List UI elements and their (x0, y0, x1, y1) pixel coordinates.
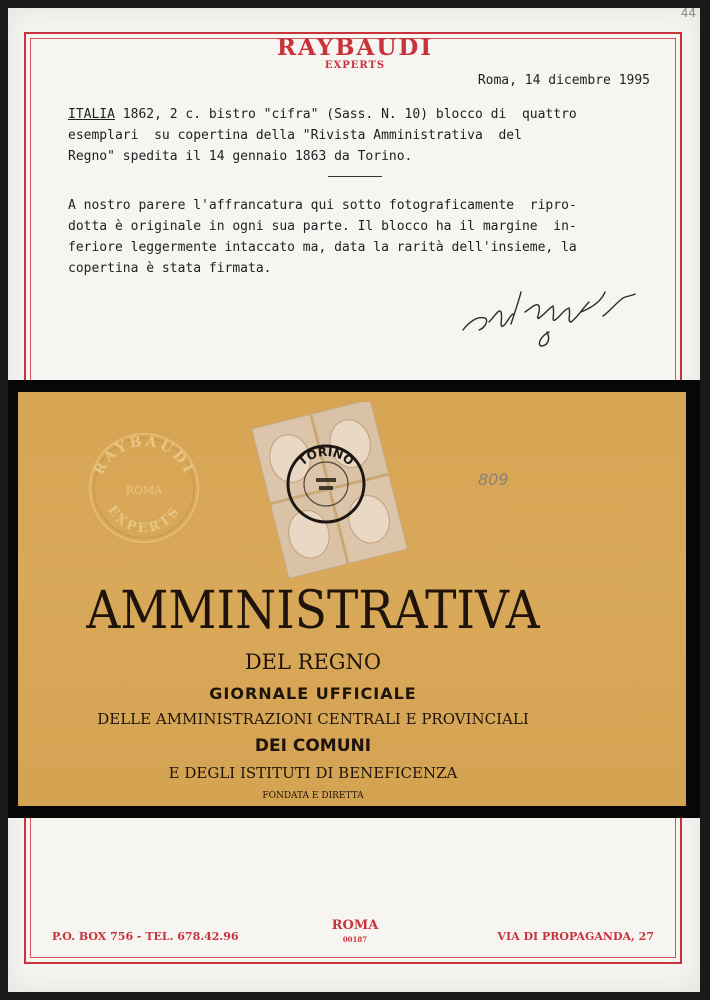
footer-zip: 00187 (342, 935, 368, 944)
postmark-town: TORINO (295, 444, 357, 469)
brand-name: RAYBAUDI (276, 34, 434, 61)
item-description (68, 104, 658, 167)
expert-opinion (68, 195, 658, 279)
pencil-note: 809 (478, 470, 509, 489)
cover-administrations-line: DELLE AMMINISTRAZIONI CENTRALI E PROVINCIALI (97, 710, 529, 728)
emboss-top-text: RAYBAUDI (91, 433, 197, 478)
description-line-1-text: 1862, 2 c. bistro "cifra" (Sass. N. 10) blocco di quattro (114, 107, 577, 122)
certificate-date: Roma, 14 dicembre 1995 (477, 73, 650, 88)
svg-text:RAYBAUDI (91, 433, 197, 477)
section-divider (328, 176, 382, 177)
opinion-line-4: copertina è stata firmata. (68, 261, 272, 276)
emboss-bottom-text: EXPERTS (104, 503, 184, 537)
pencil-corner-number: 44 (680, 6, 696, 20)
svg-text:TORINO (295, 445, 356, 469)
cover-municipalities-line: DEI COMUNI (254, 736, 372, 756)
footer-city: ROMA (331, 918, 379, 933)
emboss-middle-text: ROMA (125, 484, 163, 497)
cover-title: AMMINISTRATIVA (86, 579, 540, 642)
cover-official-gazette: GIORNALE UFFICIALE (209, 684, 417, 703)
description-line-3: Regno" spedita il 14 gennaio 1863 da Torino. (68, 149, 413, 164)
country-label: ITALIA (68, 107, 115, 122)
cover-founded-line: FONDATA E DIRETTA (262, 791, 364, 801)
footer-address: VIA DI PROPAGANDA, 27 (497, 930, 654, 943)
footer-contact: P.O. BOX 756 - TEL. 678.42.96 (52, 930, 239, 943)
opinion-line-3: feriore leggermente intaccato ma, data la rarità dell'insieme, la (68, 240, 577, 255)
cover-charities-line: E DEGLI ISTITUTI DI BENEFICENZA (168, 764, 458, 782)
cover-subtitle: DEL REGNO (244, 650, 382, 674)
brand-subtitle: EXPERTS (324, 60, 386, 71)
opinion-line-2: dotta è originale in ogni sua parte. Il blocco ha il margine in- (68, 219, 577, 234)
expert-signature (455, 272, 645, 352)
opinion-line-1: A nostro parere l'affrancatura qui sotto fotograficamente ripro- (68, 198, 577, 213)
description-line-1 (68, 104, 658, 125)
svg-text:EXPERTS (104, 503, 184, 536)
torino-postmark (276, 434, 376, 534)
description-line-2: esemplari su copertina della "Rivista Amministrativa del (68, 128, 522, 143)
embossed-expert-seal (86, 430, 202, 546)
